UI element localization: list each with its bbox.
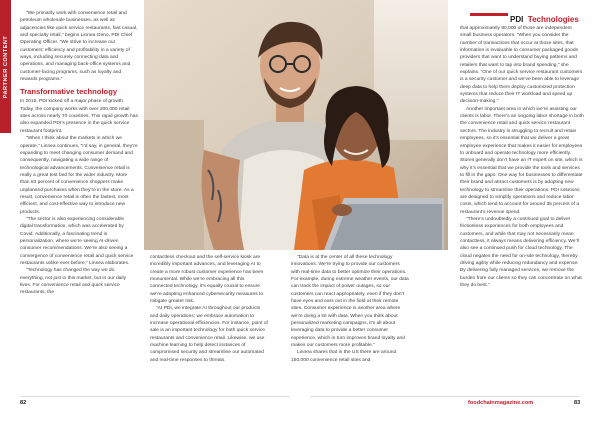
section-heading: Transformative technology (20, 87, 118, 97)
footer-divider-left (20, 396, 290, 397)
paragraph: “Technology has changed the way we do everything, not just in this market, but in our daily lives. For convenience retail and quick service restaurants, the (20, 268, 127, 296)
paragraph: “Data is at the center of all these technology innovations. We’re trying to provide our customers with real-time data to better optimize their operations. For example, during extreme weather events, our data can track the impact of power outages, so our customers can react appropriately, even if they don’t have eyes and ears out in the field at their remote sites. Consumer experience is another area where we’re doing a lot with data. When you think about personalized marketing campaigns, it’s all about leveraging data to provide a better consumer experience, which in turn improves brand loyalty and makes our customers more profitable.” (291, 255, 409, 349)
paragraph: contactless checkout and the self-service kiosk are incredibly important advances, and leveraging AI to create a more robust customer experience has been monumental. While we’re embracing all this connected technology, it’s equally crucial to ensure we’re adopting enhanced cybersecurity measures to mitigate greater risk. (150, 255, 264, 305)
paragraph: Another important area in which we’re assisting our clients is labor. There’s an ongoing labor shortage in both the convenience retail and quick service restaurant sectors. The industry is struggling to recruit and retain employees, so it’s essential that we deliver a great employee experience that makes it easier for employees to onboard and operate technology more efficiently. Stores generally don’t have an IT expert on site, which is why it’s essential that we provide the tools and services to fill in the gaps. One way for businesses to differentiate their brand and attract customers is by adopting new technology to streamline their operations. PDI solutions are designed to simplify operations and reduce labor costs, which tend to account for around 35 percent of a restaurant’s revenue spend. (460, 106, 584, 215)
page-number-right: 83 (574, 400, 581, 406)
header-section: Technologies (527, 15, 579, 24)
paragraph: “At PDI, we integrate AI throughout our products and daily operations; we embrace automation to increase operational efficiencies. For instance, point of sale is an important technology for both quick service restaurants and convenience retail. Likewise, we use machine learning to help detect instances of compromised security and streamline our automated and real-time responses to threats. (150, 306, 268, 363)
paragraph: “There’s undoubtedly a continued goal to deliver frictionless experiences for both employees and customers, and while that may not necessarily mean contactless, it always means delivering efficiency. We’ll also see a continued push for cloud technology. The cloud negates the need for on-site technology, thereby driving agility while reducing redundancy and expense. By delivering fully managed services, we remove the burden from our clients so they can concentrate on what they do best.” (460, 216, 582, 289)
paragraph: “We primarily work with convenience retail and petroleum wholesale businesses, as well as adjacencies like quick service restaurants, fast casual, and specialty retail,” begins Linnea Geno, PDI Chief Operating Officer. “We strive to increase our customers’ efficiency and profitability in a variety of ways, including securely connecting data and operations, and managing back-office systems and customer-facing programs, such as loyalty and rewards programs.” (20, 11, 138, 83)
paragraph: In 2015, PDI kicked off a major phase of growth. Today, the company works with over 200,000 retail sites across nearly 70 countries. This rapid growth has also expanded PDI’s presence in the quick service restaurant footprint. (20, 99, 138, 134)
partner-content-label: PARTNER CONTENT (2, 35, 9, 98)
page-number-left: 82 (20, 400, 27, 406)
paragraph: that approximately 90,000 of those are independent small business operators. “When you consider the number of transactions that occur at those sites, that information is invaluable to consumer packaged goods providers that want to understand buying patterns and retailers that want to tap into brand spending,” she explains. “One of our quick service restaurant customers is a security customer and we’ve been able to leverage deep data to help them deploy customized protection systems that reduce their IT workload and speed up decision-making.” (460, 26, 583, 105)
column-1 (20, 10, 138, 297)
header-brand: PDI (510, 15, 524, 24)
partner-content-tab (0, 0, 11, 133)
paragraph: “The sector is also experiencing considerable digital transformation, which was accelerated by Covid. Additionally, a fascinating trend is personalization, where we’re seeing AI-driven consumer recommendations. We’re also seeing a convergence of convenience retail and quick service restaurants unlike ever before,” Linnea elaborates. (20, 216, 134, 266)
footer-divider-right (310, 396, 580, 397)
column-3 (291, 254, 409, 364)
paragraph: Linnea shares that in the US there are around 150,000 convenience retail sites and (291, 350, 397, 363)
section-header (510, 9, 600, 24)
paragraph: “When I think about the markets in which we operate,” Linnea continues, “I’d say, in general, they’re expanding to meet changing consumer demand and consequently, navigating a wide range of technological advancements. Convenience retail is really a great test bed for the wider industry. More than 83 percent of convenience shoppers make unplanned purchases when they’re in the store. As a result, convenience retail is often the fastest, most efficient, and cost-effective way to introduce new products. (20, 136, 138, 215)
feature-photo (144, 0, 448, 250)
column-2 (150, 254, 268, 364)
column-4 (460, 25, 584, 289)
photo-illustration (144, 0, 448, 250)
site-url[interactable]: foodchainmagazine.com (468, 400, 534, 406)
header-accent-bar (470, 13, 508, 16)
